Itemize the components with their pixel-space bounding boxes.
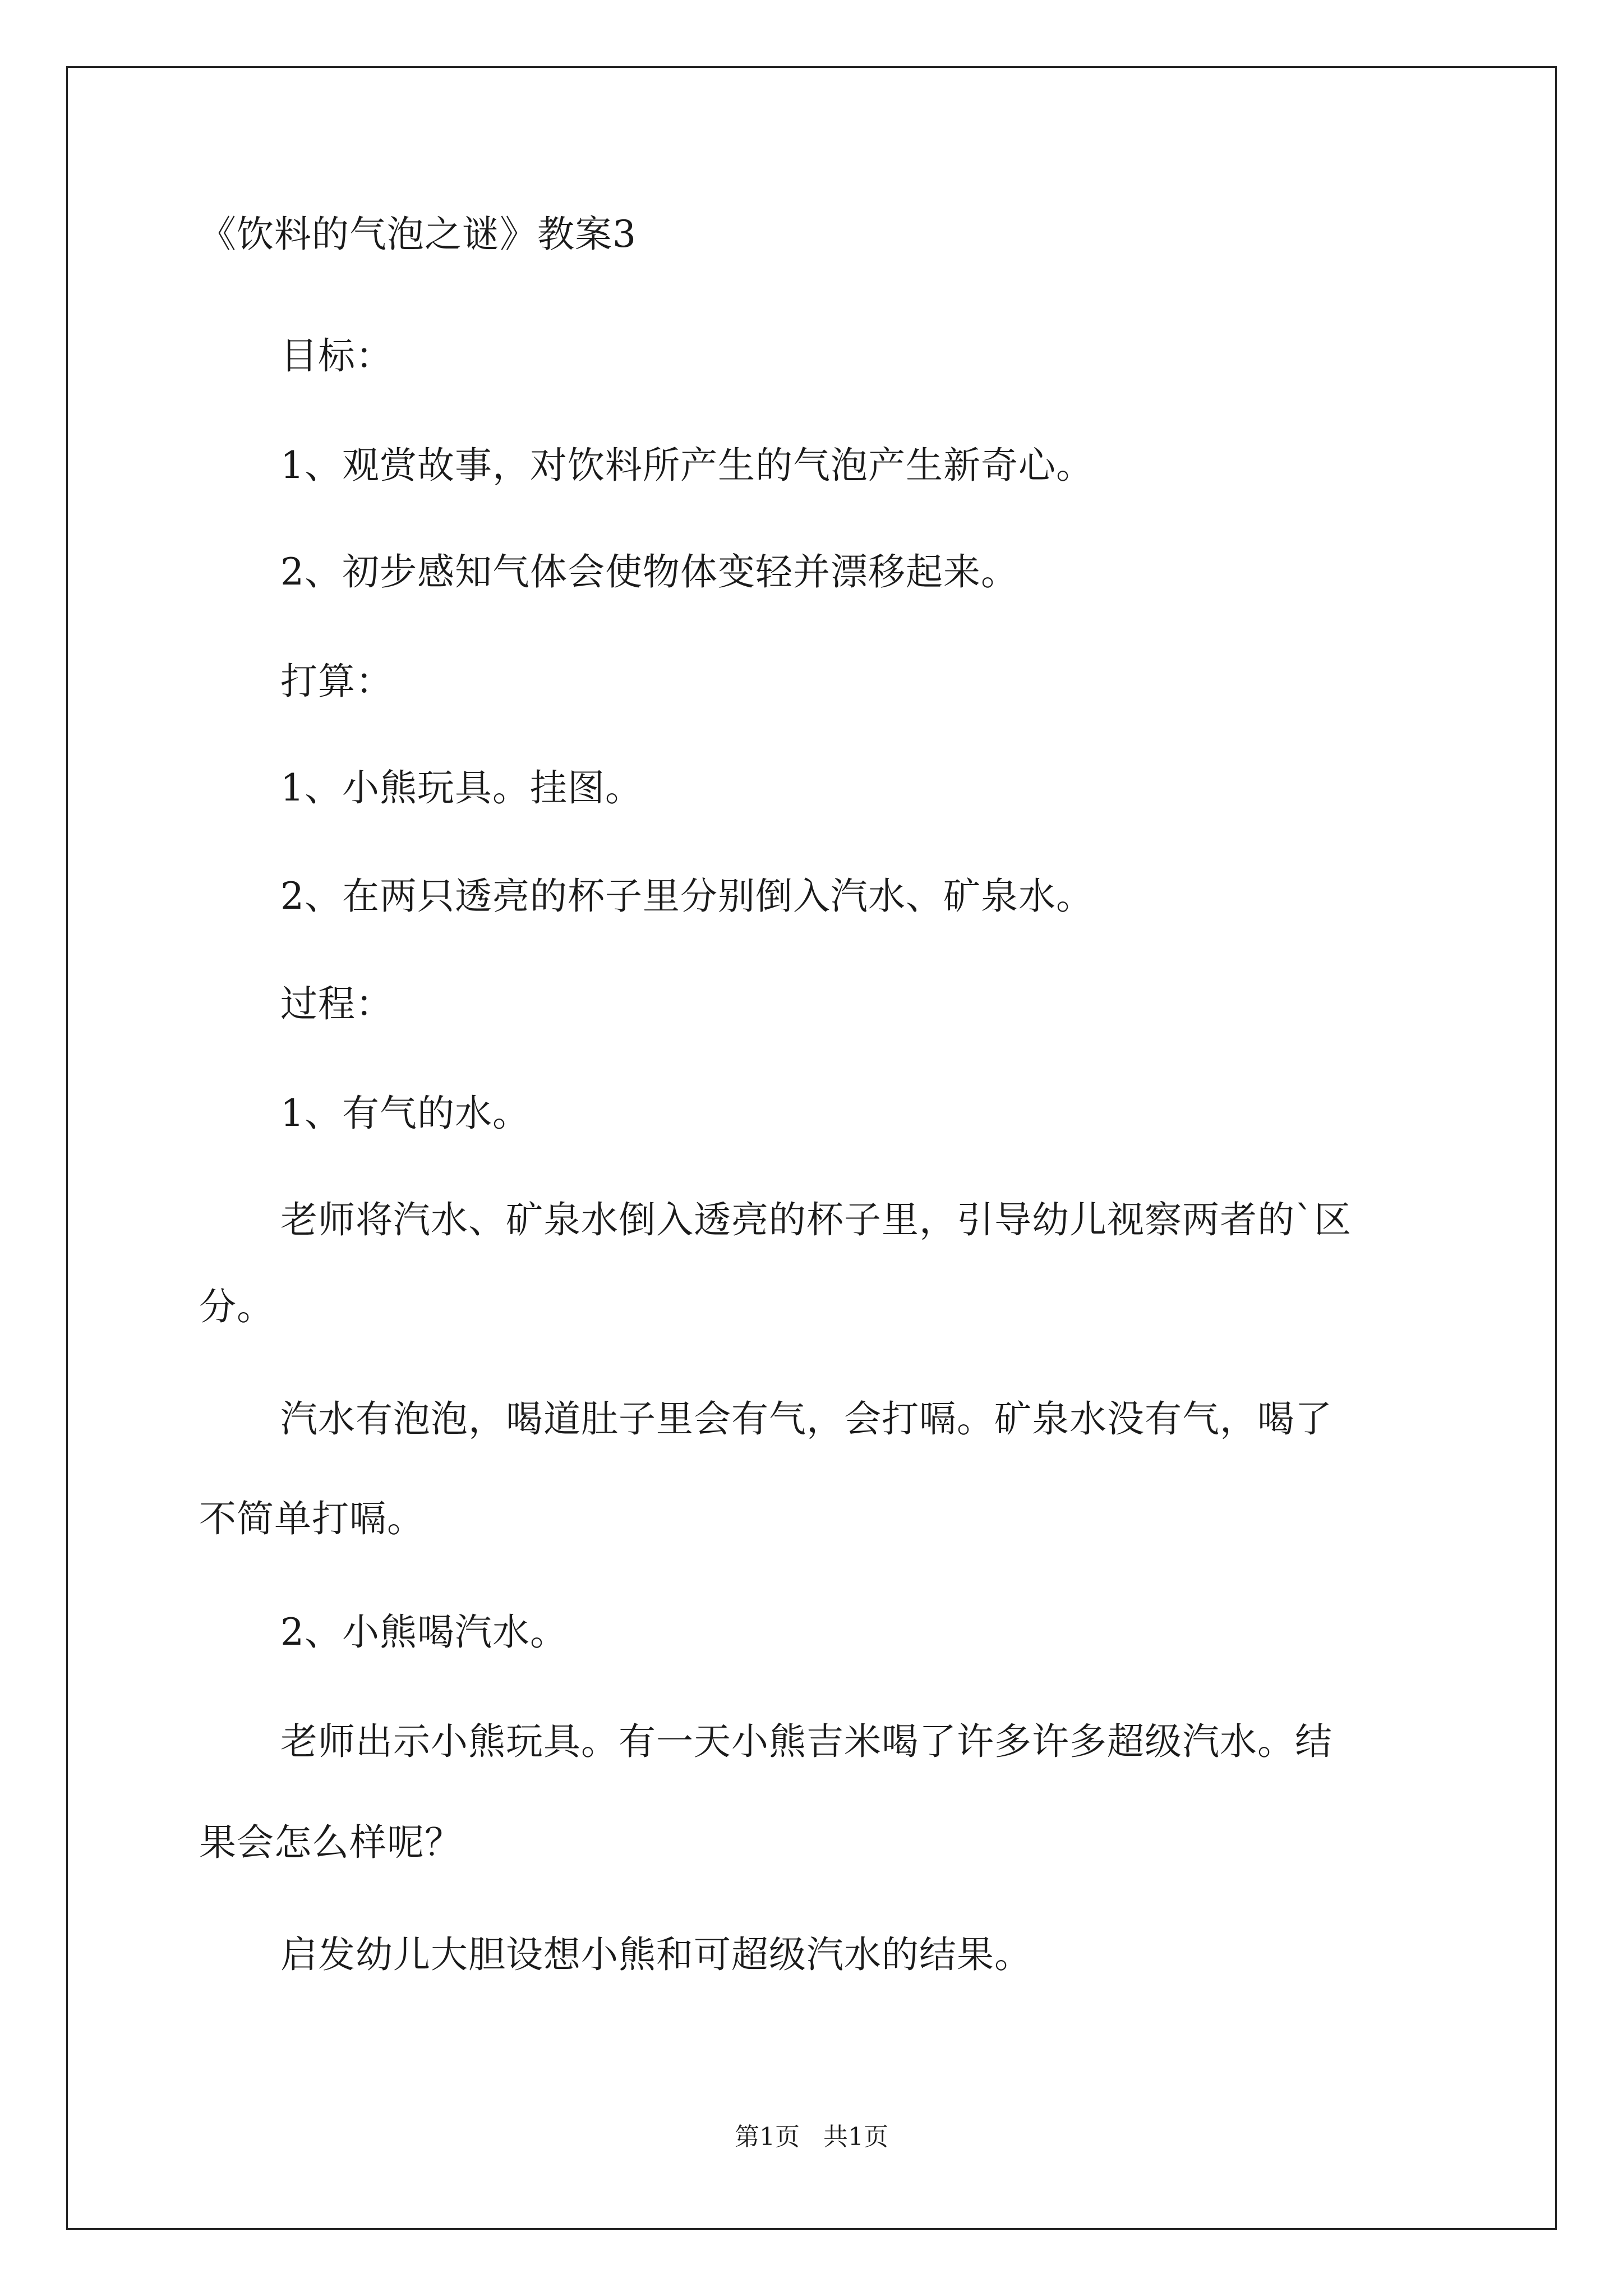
- page-footer: [0, 2120, 1623, 2154]
- page-total: 共1页: [823, 2123, 888, 2151]
- paragraph: 1、小熊玩具。挂图。: [280, 766, 643, 809]
- paragraph: 2、在两只透亮的杯子里分别倒入汽水、矿泉水。: [280, 875, 1094, 918]
- paragraph: 启发幼儿大胆设想小熊和可超级汽水的结果。: [280, 1933, 1032, 1976]
- document-title: 《饮料的气泡之谜》教案3: [199, 213, 637, 256]
- paragraph-continuation: 不简单打嗝。: [199, 1497, 425, 1540]
- paragraph-continuation: 分。: [199, 1285, 274, 1328]
- section-heading-process: 过程：: [280, 982, 393, 1025]
- page-number: 第1页: [735, 2123, 800, 2151]
- paragraph: 老师出示小熊玩具。有一天小熊吉米喝了许多许多超级汽水。结: [280, 1720, 1332, 1763]
- paragraph: 老师将汽水、矿泉水倒入透亮的杯子里，引导幼儿视察两者的`区: [280, 1198, 1352, 1241]
- section-heading-preparation: 打算：: [280, 660, 393, 703]
- page-border: [66, 66, 1557, 2230]
- paragraph: 1、观赏故事，对饮料所产生的气泡产生新奇心。: [280, 444, 1094, 487]
- paragraph: 2、小熊喝汽水。: [280, 1611, 568, 1654]
- section-heading-goals: 目标：: [280, 334, 393, 378]
- paragraph: 2、初步感知气体会使物体变轻并漂移起来。: [280, 550, 1018, 593]
- paragraph: 汽水有泡泡，喝道肚子里会有气，会打嗝。矿泉水没有气，喝了: [280, 1397, 1332, 1441]
- paragraph-continuation: 果会怎么样呢？: [199, 1821, 462, 1864]
- paragraph: 1、有气的水。: [280, 1092, 530, 1135]
